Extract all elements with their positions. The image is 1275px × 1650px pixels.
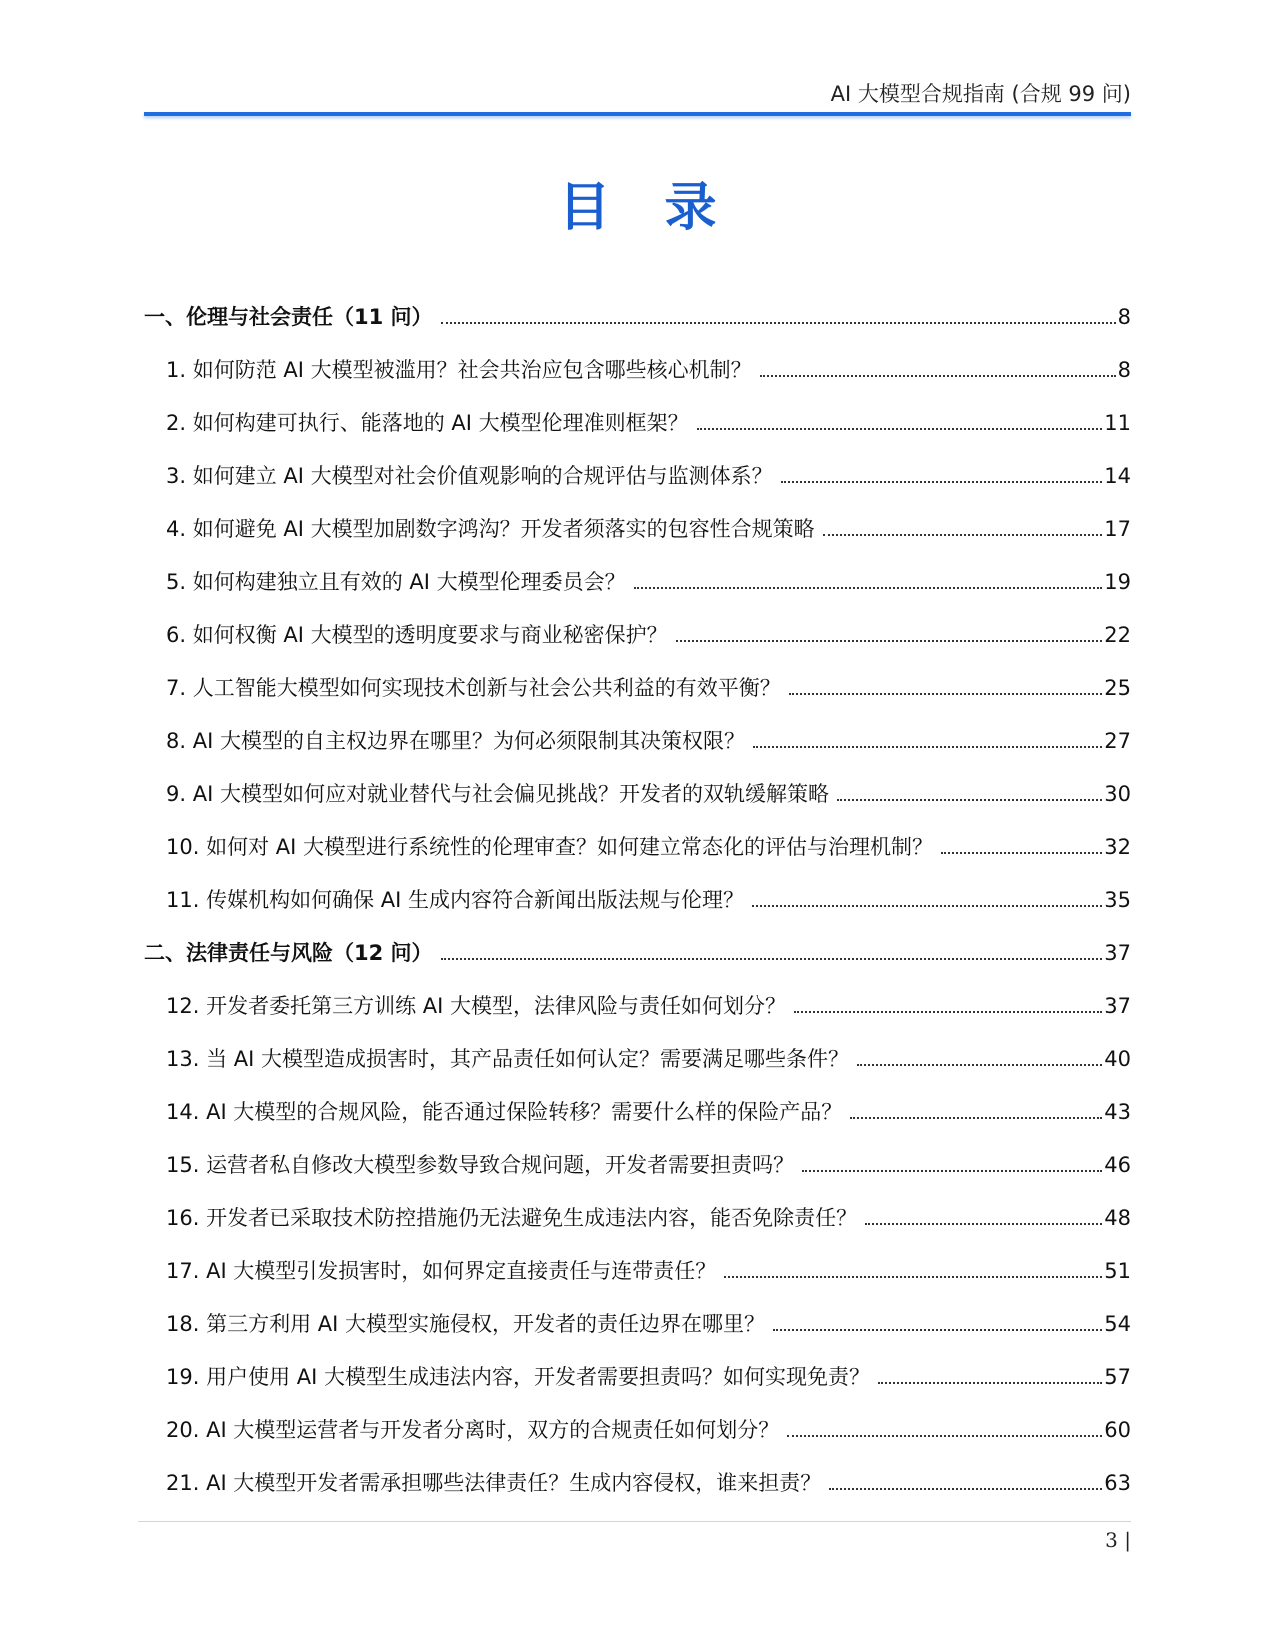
toc-entry-label: 21. AI 大模型开发者需承担哪些法律责任？生成内容侵权，谁来担责？ <box>166 1471 822 1495</box>
toc-dot-leader <box>829 1488 1102 1490</box>
toc-entry-page: 37 <box>1104 994 1131 1018</box>
toc-entry-page: 22 <box>1104 623 1131 647</box>
toc-entry-page: 51 <box>1104 1259 1131 1283</box>
toc-dot-leader <box>787 1435 1102 1437</box>
toc-dot-leader <box>760 375 1116 377</box>
toc-entry-label: 20. AI 大模型运营者与开发者分离时，双方的合规责任如何划分？ <box>166 1418 780 1442</box>
toc-entry-label: 二、法律责任与风险（12 问） <box>144 941 433 965</box>
toc-dot-leader <box>724 1276 1102 1278</box>
toc-dot-leader <box>676 640 1103 642</box>
toc-entry-page: 37 <box>1104 941 1131 965</box>
toc-entry-label: 13. 当 AI 大模型造成损害时，其产品责任如何认定？需要满足哪些条件？ <box>166 1047 849 1071</box>
toc-entry[interactable] <box>144 1081 1131 1134</box>
page-number: 3 | <box>1105 1528 1131 1552</box>
toc-entry-label: 2. 如何构建可执行、能落地的 AI 大模型伦理准则框架？ <box>166 411 689 435</box>
toc-dot-leader <box>789 693 1103 695</box>
toc-section-entry[interactable] <box>144 286 1131 339</box>
toc-entry-label: 8. AI 大模型的自主权边界在哪里？为何必须限制其决策权限？ <box>166 729 745 753</box>
toc-entry-page: 19 <box>1104 570 1131 594</box>
toc-entry-page: 57 <box>1104 1365 1131 1389</box>
toc-entry-page: 8 <box>1117 305 1131 329</box>
toc-entry[interactable] <box>144 339 1131 392</box>
header-divider <box>144 112 1131 116</box>
toc-entry-page: 46 <box>1104 1153 1131 1177</box>
toc-entry-page: 17 <box>1104 517 1131 541</box>
toc-entry-page: 60 <box>1104 1418 1131 1442</box>
toc-entry[interactable] <box>144 657 1131 710</box>
toc-entry[interactable] <box>144 763 1131 816</box>
toc-entry-page: 25 <box>1104 676 1131 700</box>
toc-entry-page: 54 <box>1104 1312 1131 1336</box>
toc-entry[interactable] <box>144 1187 1131 1240</box>
toc-entry-label: 15. 运营者私自修改大模型参数导致合规问题，开发者需要担责吗？ <box>166 1153 795 1177</box>
toc-entry[interactable] <box>144 1240 1131 1293</box>
toc-entry[interactable] <box>144 604 1131 657</box>
toc-dot-leader <box>697 428 1103 430</box>
toc-entry-label: 1. 如何防范 AI 大模型被滥用？社会共治应包含哪些核心机制？ <box>166 358 752 382</box>
toc-dot-leader <box>837 799 1102 801</box>
toc-entry[interactable] <box>144 445 1131 498</box>
toc-dot-leader <box>441 322 1116 324</box>
toc-dot-leader <box>878 1382 1102 1384</box>
toc-entry-label: 7. 人工智能大模型如何实现技术创新与社会公共利益的有效平衡？ <box>166 676 781 700</box>
toc-entry-label: 5. 如何构建独立且有效的 AI 大模型伦理委员会？ <box>166 570 626 594</box>
toc-entry[interactable] <box>144 551 1131 604</box>
toc-dot-leader <box>941 852 1102 854</box>
toc-entry[interactable] <box>144 1293 1131 1346</box>
toc-entry-page: 43 <box>1104 1100 1131 1124</box>
toc-dot-leader <box>752 905 1102 907</box>
toc-entry-label: 11. 传媒机构如何确保 AI 生成内容符合新闻出版法规与伦理？ <box>166 888 744 912</box>
toc-dot-leader <box>823 534 1103 536</box>
toc-section-entry[interactable] <box>144 922 1131 975</box>
toc-dot-leader <box>634 587 1103 589</box>
toc-entry-label: 3. 如何建立 AI 大模型对社会价值观影响的合规评估与监测体系？ <box>166 464 773 488</box>
running-header-title: AI 大模型合规指南 (合规 99 问) <box>830 82 1131 106</box>
toc-entry-page: 14 <box>1104 464 1131 488</box>
toc-entry-page: 35 <box>1104 888 1131 912</box>
toc-entry-label: 10. 如何对 AI 大模型进行系统性的伦理审查？如何建立常态化的评估与治理机制？ <box>166 835 933 859</box>
toc-entry[interactable] <box>144 1028 1131 1081</box>
toc-entry-page: 27 <box>1104 729 1131 753</box>
toc-dot-leader <box>865 1223 1102 1225</box>
toc-dot-leader <box>857 1064 1102 1066</box>
toc-entry-label: 16. 开发者已采取技术防控措施仍无法避免生成违法内容，能否免除责任？ <box>166 1206 858 1230</box>
toc-entry-page: 48 <box>1104 1206 1131 1230</box>
toc-entry[interactable] <box>144 869 1131 922</box>
toc-entry-page: 8 <box>1117 358 1131 382</box>
toc-entry-page: 40 <box>1104 1047 1131 1071</box>
toc-entry[interactable] <box>144 392 1131 445</box>
toc-dot-leader <box>850 1117 1102 1119</box>
toc-entry-label: 9. AI 大模型如何应对就业替代与社会偏见挑战？开发者的双轨缓解策略 <box>166 782 829 806</box>
toc-entry[interactable] <box>144 1399 1131 1452</box>
toc-dot-leader <box>753 746 1102 748</box>
toc-entry-label: 19. 用户使用 AI 大模型生成违法内容，开发者需要担责吗？如何实现免责？ <box>166 1365 870 1389</box>
toc-entry[interactable] <box>144 975 1131 1028</box>
toc-entry-page: 30 <box>1104 782 1131 806</box>
toc-entry[interactable] <box>144 1452 1131 1505</box>
toc-dot-leader <box>781 481 1103 483</box>
toc-title: 目 录 <box>558 178 735 238</box>
toc-entry-label: 17. AI 大模型引发损害时，如何界定直接责任与连带责任？ <box>166 1259 717 1283</box>
toc-entry[interactable] <box>144 1134 1131 1187</box>
toc-entry-label: 18. 第三方利用 AI 大模型实施侵权，开发者的责任边界在哪里？ <box>166 1312 765 1336</box>
toc-entry[interactable] <box>144 1346 1131 1399</box>
toc-entry-page: 63 <box>1104 1471 1131 1495</box>
toc-entry-label: 4. 如何避免 AI 大模型加剧数字鸿沟？开发者须落实的包容性合规策略 <box>166 517 815 541</box>
toc-entry[interactable] <box>144 710 1131 763</box>
toc-dot-leader <box>441 958 1103 960</box>
footer-divider <box>138 1521 1131 1522</box>
toc-entry-page: 32 <box>1104 835 1131 859</box>
toc-entry-label: 14. AI 大模型的合规风险，能否通过保险转移？需要什么样的保险产品？ <box>166 1100 843 1124</box>
toc-dot-leader <box>773 1329 1102 1331</box>
toc-entry[interactable] <box>144 816 1131 869</box>
table-of-contents <box>144 286 1131 1505</box>
toc-entry-page: 11 <box>1104 411 1131 435</box>
toc-entry-label: 一、伦理与社会责任（11 问） <box>144 305 433 329</box>
toc-entry-label: 6. 如何权衡 AI 大模型的透明度要求与商业秘密保护？ <box>166 623 668 647</box>
toc-dot-leader <box>794 1011 1102 1013</box>
toc-entry[interactable] <box>144 498 1131 551</box>
toc-entry-label: 12. 开发者委托第三方训练 AI 大模型，法律风险与责任如何划分？ <box>166 994 786 1018</box>
toc-dot-leader <box>802 1170 1102 1172</box>
